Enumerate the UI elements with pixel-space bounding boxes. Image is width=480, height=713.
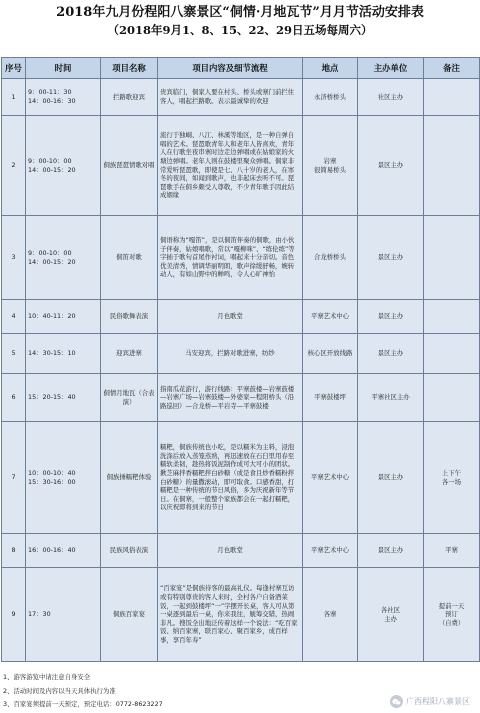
cell-note (424, 116, 480, 216)
cell-unit: 各社区 主办 (358, 568, 424, 662)
cell-unit: 景区主办 (358, 116, 424, 216)
cell-desc: 马安迎宾，拦路对歌进寨，纺纱 (158, 334, 303, 374)
cell-time: 9：00-10：00 14：00-15：20 (26, 116, 101, 216)
cell-place: 永济桥桥头 (303, 79, 358, 116)
cell-name: 侗族捶糯粑体验 (101, 422, 158, 534)
watermark (390, 695, 470, 708)
table-header-row (2, 58, 480, 79)
table-row (2, 534, 480, 568)
schedule-table (1, 57, 480, 662)
table-row (2, 216, 480, 300)
header-no: 序号 (2, 58, 26, 79)
cell-no: 6 (2, 374, 26, 422)
cell-no: 5 (2, 334, 26, 374)
header-unit: 主办单位 (358, 58, 424, 79)
table-row (2, 79, 480, 116)
header-note: 备注 (424, 58, 480, 79)
page-title: 2018年九月份程阳八寨景区“侗情·月地瓦节”月月节活动安排表 (56, 5, 424, 20)
table-row (2, 300, 480, 334)
cell-unit: 景区主办 (358, 334, 424, 374)
table-row (2, 568, 480, 662)
cell-desc: 糯粑，侗族传统也小吃，是以糯米为主料，浸泡洗涤后放入蒸笼蒸熟，再迅速放在石臼里用春至糯软柔韧，趁热将饭泥制作成可大可小的团状。揪芝麻拌香糯粑拌白砂糖（或是食且炒香糯粉拌白砂糖）的量撒滚动，即可取食。口感香甜，打糯粑是一种传统的节日风俗，多为庆祝新年等节日。在侗寨，一般整个家族都会在一起打糯粑，以庆祝即将到来的节日 (158, 422, 303, 534)
wechat-icon (390, 695, 403, 708)
cell-unit: 平寨社区主办 (358, 374, 424, 422)
table-row (2, 422, 480, 534)
footnote: 2、活动时间及内容以当天具体执行为准 (3, 686, 116, 695)
cell-name: 侗笛对歌 (101, 216, 158, 300)
cell-unit: 社区主办 (358, 79, 424, 116)
cell-note (424, 374, 480, 422)
header-name: 项目名称 (101, 58, 158, 79)
cell-desc: 月也歌堂 (158, 534, 303, 568)
cell-note (424, 216, 480, 300)
cell-no: 7 (2, 422, 26, 534)
cell-place: 各寨 (303, 568, 358, 662)
cell-name: 侗族琵琶情歌对唱 (101, 116, 158, 216)
table-row (2, 334, 480, 374)
watermark-text: 广西程阳八寨景区 (406, 697, 470, 706)
cell-time: 14：30-15：10 (26, 334, 101, 374)
cell-time: 10：00-10：40 15：30-16：00 (26, 422, 101, 534)
cell-unit: 景区主办 (358, 534, 424, 568)
cell-place: 核心区开放线路 (303, 334, 358, 374)
header-desc: 项目内容及细节流程 (158, 58, 303, 79)
header-place: 地点 (303, 58, 358, 79)
cell-note: 提前一天 预订 （自费） (424, 568, 480, 662)
cell-time: 9：00-10：00 14：00-15：20 (26, 216, 101, 300)
table-row (2, 374, 480, 422)
cell-unit: 景区主办 (358, 216, 424, 300)
cell-unit: 景区主办 (358, 300, 424, 334)
cell-no: 1 (2, 79, 26, 116)
cell-place: 平寨艺术中心 (303, 534, 358, 568)
cell-time: 17：30 (26, 568, 101, 662)
cell-time: 10：40-11：20 (26, 300, 101, 334)
cell-desc: 贵宾临门，侗家人要在村头、桥头或寨门前拦住客人，唱起拦路歌。表示最诚挚的欢迎 (158, 79, 303, 116)
cell-note (424, 79, 480, 116)
cell-no: 3 (2, 216, 26, 300)
cell-desc: “百家宴”是侗族待客的最高礼仪。每逢村寨互访或有特别尊贵的客人来时，全村各户自备酒菜饭，一起到鼓楼坪“一”字摆开长桌，客人可从第一桌逐到最后一桌，你来我往，觥筹交错，热闹非凡。搜饭全出地泛传着这样一个说法：“吃百家饭、纳百家寨，联百家心、聚百家乡，成百样事，享百年寿” (158, 568, 303, 662)
cell-place: 平寨鼓楼坪 (303, 374, 358, 422)
cell-place: 平寨艺术中心 (303, 300, 358, 334)
page-subtitle: （2018年9月1、8、15、22、29日五场每周六） (107, 23, 373, 37)
cell-time: 9：00-11：30 14：00-16：30 (26, 79, 101, 116)
table-row (2, 116, 480, 216)
cell-note (424, 300, 480, 334)
cell-name: 迎宾进寨 (101, 334, 158, 374)
cell-no: 2 (2, 116, 26, 216)
cell-place: 岩寨 很简易桥头 (303, 116, 358, 216)
cell-desc: 侗语称为“嘎笛”，是以侗笛伴奏的侗歌，由小伙子伴奏，姑娘唱歌，常以“嘎柳咪”、“练伦练”等字插于歌句首尾作衬词，唱起来十分亲切。音色优美清秀，情调华丽明朗，歌声徐缓舒畅，婉转动人，有如山野中的蝉鸣，令人心旷神怡 (158, 216, 303, 300)
cell-time: 15：20-15：40 (26, 374, 101, 422)
cell-no: 8 (2, 534, 26, 568)
cell-note: 平寨 (424, 534, 480, 568)
footnote: 3、百家宴须提前一天预定，预定电话：0772-8623227 (3, 700, 163, 708)
cell-desc: 流行于独峒、八江、林溪等地区，是一种自弹自唱的艺术。琵琶歌青年人和老年人皆喜欢，青年人在行歌坐夜串寨时边走边弹唱或在姑娘家的火塘边弹唱。老年人则在鼓楼里聚众弹唱。侗家非常爱听琵琶歌，即使是七、八十岁的老人，在寒冬的夜间，如闻到歌声，也非起床去听不可。琵琶歌手在侗乡颇受人尊敬，不少青年歌手因此结成姻缘 (158, 116, 303, 216)
cell-desc: 月也歌堂 (158, 300, 303, 334)
cell-no: 9 (2, 568, 26, 662)
cell-name: 民俗歌舞表演 (101, 300, 158, 334)
cell-place: 合龙桥桥头 (303, 216, 358, 300)
cell-name: 民族风俗表演 (101, 534, 158, 568)
cell-no: 4 (2, 300, 26, 334)
cell-name: 侗情月地瓦（合表演） (101, 374, 158, 422)
cell-name: 侗族百家宴 (101, 568, 158, 662)
footnote: 1、游客游览中请注意自身安全 (3, 673, 91, 681)
header-time: 时间 (26, 58, 101, 79)
cell-desc: 指南瓜花游行，游行线路：平寨鼓楼—岩寨鼓楼—岩寨广场—岩寨鼓楼—外婆家—程阳桥头（沿路巡回）—合龙桥—平岩寺—平寨鼓楼 (158, 374, 303, 422)
cell-note (424, 334, 480, 374)
cell-place: 平寨艺术中心 (303, 422, 358, 534)
cell-unit: 景区主办 (358, 422, 424, 534)
cell-note: 上下午 各一场 (424, 422, 480, 534)
cell-name: 拦路歌迎宾 (101, 79, 158, 116)
cell-time: 16：00-16：40 (26, 534, 101, 568)
